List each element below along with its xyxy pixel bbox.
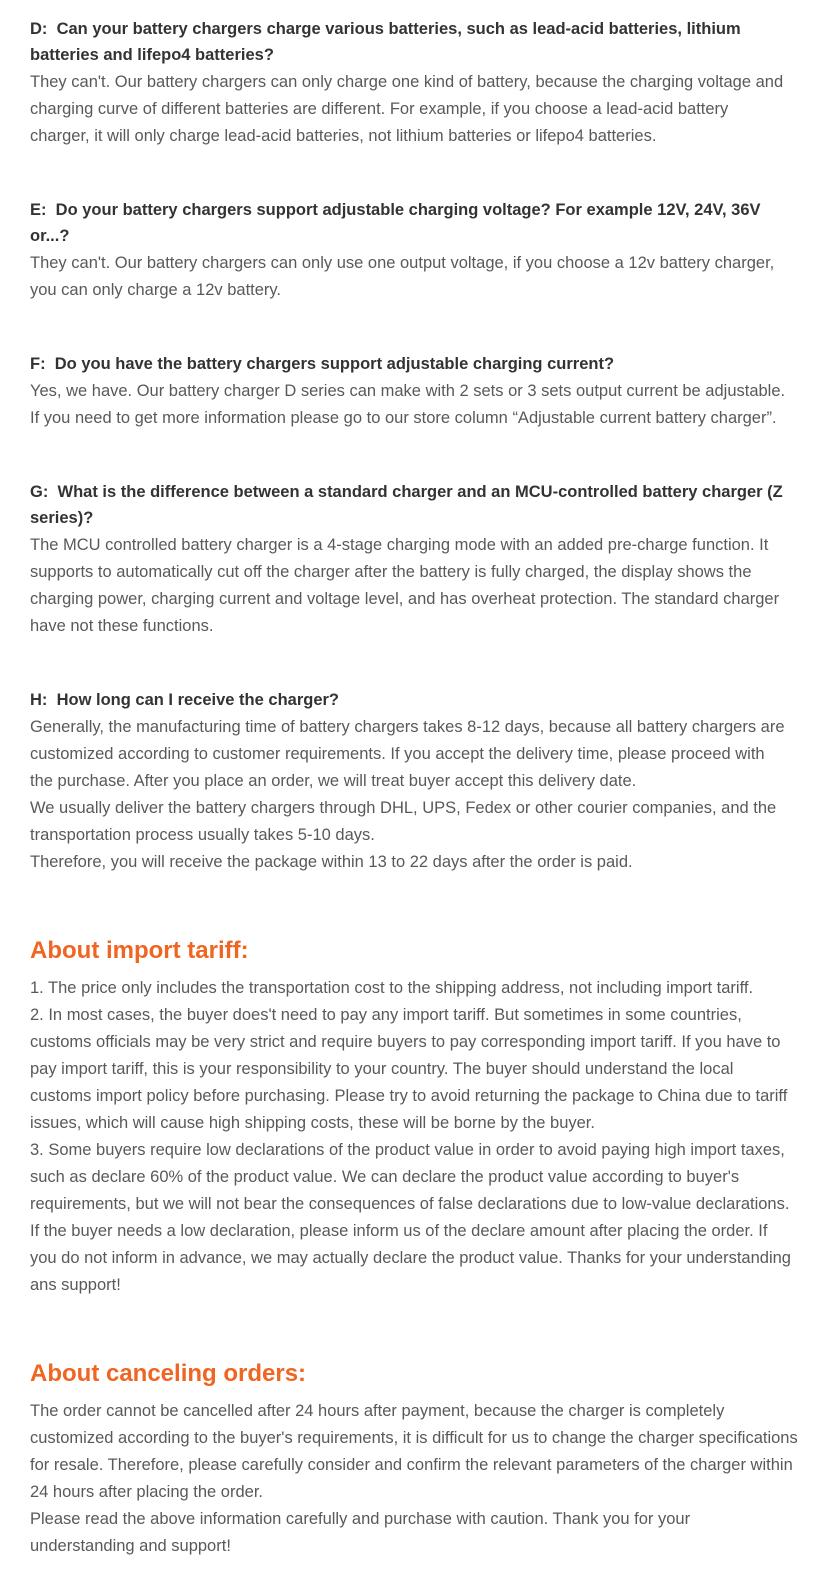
faq-answer-d <box>30 69 809 150</box>
section-title-import-tariff: About import tariff: <box>30 937 249 964</box>
faq-answer-paragraph: They can't. Our battery chargers can only charge one kind of battery, because the charging voltage and charging curve of different batteries are different. For example, if you choose a lead-acid battery charger, it will only charge lead-acid batteries, not lithium batteries or lifepo4 batteries. <box>30 73 784 145</box>
faq-answer-paragraph: Generally, the manufacturing time of battery chargers takes 8-12 days, because all battery chargers are customized according to customer requirements. If you accept the delivery time, please proceed with the purchase. After you place an order, we will treat buyer accept this delivery date. <box>30 718 785 790</box>
faq-item-f <box>30 351 809 432</box>
faq-answer-g <box>30 532 809 640</box>
faq-item-g <box>30 479 809 640</box>
faq-item-h <box>30 687 809 876</box>
faq-item-e <box>30 197 809 304</box>
section-paragraph: 1. The price only includes the transportation cost to the shipping address, not including import tariff. <box>30 979 754 997</box>
section-paragraph: Please read the above information carefully and purchase with caution. Thank you for your understanding and support! <box>30 1510 691 1555</box>
faq-question-d: D: Can your battery chargers charge various batteries, such as lead-acid batteries, lithium batteries and lifepo4 batteries? <box>30 20 746 64</box>
faq-answer-paragraph: They can't. Our battery chargers can only use one output voltage, if you choose a 12v battery charger, you can only charge a 12v battery. <box>30 254 775 299</box>
faq-answer-paragraph: We usually deliver the battery chargers through DHL, UPS, Fedex or other courier companies, and the transportation process usually takes 5-10 days. <box>30 799 777 844</box>
faq-answer-paragraph: Therefore, you will receive the package within 13 to 22 days after the order is paid. <box>30 853 633 871</box>
faq-answer-f <box>30 378 809 432</box>
faq-answer-paragraph: Yes, we have. Our battery charger D series can make with 2 sets or 3 sets output current be adjustable. If you need to get more information please go to our store column “Adjustable current battery charger”. <box>30 382 786 427</box>
faq-question-e: E: Do your battery chargers support adjustable charging voltage? For example 12V, 24V, 36V or...? <box>30 201 766 245</box>
faq-answer-paragraph: The MCU controlled battery charger is a 4-stage charging mode with an added pre-charge function. It supports to automatically cut off the charger after the battery is fully charged, the display shows the charging power, charging current and voltage level, and has overheat protection. The standard charger have not these functions. <box>30 536 780 635</box>
faq-answer-e <box>30 250 809 304</box>
section-paragraph: 2. In most cases, the buyer does't need to pay any import tariff. But sometimes in some countries, customs officials may be very strict and require buyers to pay corresponding import tariff. If you have to pay import tariff, this is your responsibility to your country. The buyer should understand the local customs import policy before purchasing. Please try to avoid returning the package to China due to tariff issues, which will cause high shipping costs, these will be borne by the buyer. <box>30 1006 788 1132</box>
section-canceling-orders <box>30 1359 809 1560</box>
section-paragraph: 3. Some buyers require low declarations of the product value in order to avoid paying high import taxes, such as declare 60% of the product value. We can declare the product value according to buyer's requirements, but we will not bear the consequences of false declarations due to low-value declarations. If the buyer needs a low declaration, please inform us of the declare amount after placing the order. If you do not inform in advance, we may actually declare the product value. Thanks for your understanding ans support! <box>30 1141 791 1294</box>
section-title-canceling-orders: About canceling orders: <box>30 1360 307 1387</box>
faq-question-g: G: What is the difference between a standard charger and an MCU-controlled battery charger (Z series)? <box>30 483 788 527</box>
faq-item-d <box>30 16 809 150</box>
faq-question-f: F: Do you have the battery chargers support adjustable charging current? <box>30 355 615 373</box>
faq-question-h: H: How long can I receive the charger? <box>30 691 339 709</box>
section-import-tariff <box>30 936 809 1299</box>
faq-answer-h <box>30 714 809 876</box>
section-paragraph: The order cannot be cancelled after 24 hours after payment, because the charger is completely customized according to the buyer's requirements, it is difficult for us to change the charger specifications for resale. Therefore, please carefully consider and confirm the relevant parameters of the charger within 24 hours after placing the order. <box>30 1402 798 1501</box>
